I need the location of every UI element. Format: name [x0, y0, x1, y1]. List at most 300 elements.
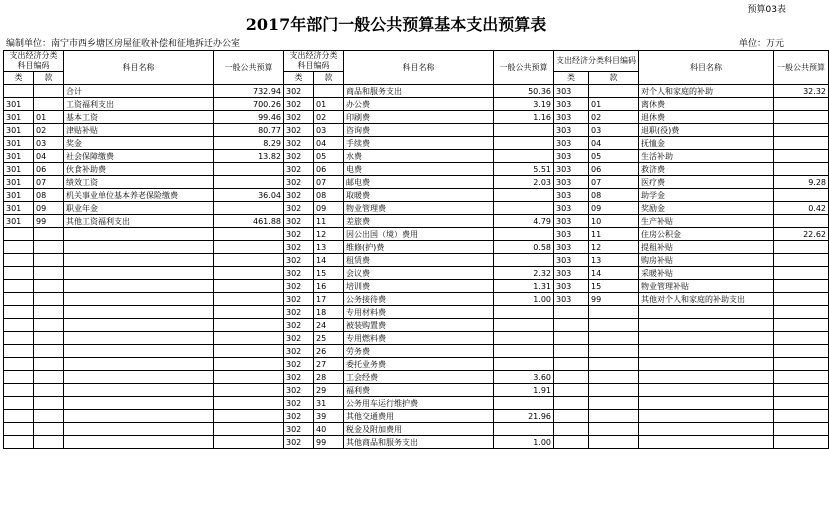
amount-2-cell: 1.91: [494, 384, 554, 397]
subject-3-cell: [639, 384, 774, 397]
kuan-1-cell: [34, 85, 64, 98]
lei-3-cell: [554, 332, 589, 345]
amount-2-cell: [494, 124, 554, 137]
lei-1-cell: [4, 241, 34, 254]
amount-3-cell: [774, 111, 829, 124]
kuan-2-cell: 12: [314, 228, 344, 241]
lei-3-cell: 303: [554, 163, 589, 176]
kuan-2-cell: 39: [314, 410, 344, 423]
table-row: [4, 293, 829, 306]
subject-3-cell: [639, 345, 774, 358]
amount-2-cell: [494, 189, 554, 202]
subject-2-cell: 劳务费: [344, 345, 494, 358]
kuan-2-cell: 13: [314, 241, 344, 254]
kuan-1-cell: [34, 241, 64, 254]
subject-2-cell: 培训费: [344, 280, 494, 293]
amount-1-cell: [214, 371, 284, 384]
amount-3-cell: [774, 280, 829, 293]
subject-2-cell: 邮电费: [344, 176, 494, 189]
amount-1-cell: [214, 267, 284, 280]
lei-1-cell: [4, 345, 34, 358]
class-code-header-1: 支出经济分类科目编码: [4, 51, 64, 72]
amount-3-cell: [774, 410, 829, 423]
subject-1-cell: [64, 436, 214, 449]
kuan-1-cell: 01: [34, 111, 64, 124]
subject-3-cell: [639, 423, 774, 436]
subject-1-cell: 工资福利支出: [64, 98, 214, 111]
amount-2-cell: 4.79: [494, 215, 554, 228]
kuan-1-cell: [34, 397, 64, 410]
amount-2-cell: [494, 358, 554, 371]
subject-3-cell: 救济费: [639, 163, 774, 176]
amount-3-cell: [774, 98, 829, 111]
lei-1-cell: 301: [4, 137, 34, 150]
lei-1-cell: [4, 228, 34, 241]
table-row: [4, 202, 829, 215]
organization-line: [6, 36, 240, 49]
amount-2-cell: [494, 345, 554, 358]
subject-3-cell: 采暖补贴: [639, 267, 774, 280]
lei-3-cell: [554, 345, 589, 358]
subject-2-cell: 被装购置费: [344, 319, 494, 332]
kuan-1-cell: [34, 306, 64, 319]
kuan-1-cell: [34, 228, 64, 241]
lei-2-cell: 302: [284, 410, 314, 423]
amount-3-cell: [774, 319, 829, 332]
lei-1-cell: [4, 319, 34, 332]
subject-3-cell: 抚恤金: [639, 137, 774, 150]
kuan-3-cell: 07: [589, 176, 639, 189]
kuan-3-cell: [589, 319, 639, 332]
amount-3-cell: [774, 241, 829, 254]
kuan-2-cell: 29: [314, 384, 344, 397]
lei-2-cell: 302: [284, 384, 314, 397]
lei-2-cell: 302: [284, 293, 314, 306]
lei-2-cell: 302: [284, 423, 314, 436]
lei-1-cell: 301: [4, 215, 34, 228]
amount-1-cell: [214, 332, 284, 345]
amount-2-cell: [494, 150, 554, 163]
kuan-1-cell: [34, 98, 64, 111]
subject-1-cell: 津贴补贴: [64, 124, 214, 137]
amount-1-cell: [214, 163, 284, 176]
amount-1-cell: 99.46: [214, 111, 284, 124]
table-row: [4, 371, 829, 384]
lei-3-cell: 303: [554, 280, 589, 293]
amount-3-cell: [774, 332, 829, 345]
subject-1-cell: 其他工资福利支出: [64, 215, 214, 228]
lei-3-cell: [554, 306, 589, 319]
lei-1-cell: [4, 423, 34, 436]
subject-2-cell: 会议费: [344, 267, 494, 280]
lei-2-cell: 302: [284, 254, 314, 267]
kuan-1-cell: [34, 423, 64, 436]
table-row: [4, 189, 829, 202]
table-row: [4, 345, 829, 358]
kuan-2-cell: 04: [314, 137, 344, 150]
kuan-1-cell: 07: [34, 176, 64, 189]
amount-2-cell: 2.32: [494, 267, 554, 280]
amount-2-cell: 3.60: [494, 371, 554, 384]
budget-header-1: 一般公共预算: [214, 51, 284, 85]
subject-1-cell: [64, 254, 214, 267]
subject-1-cell: [64, 241, 214, 254]
kuan-3-cell: 15: [589, 280, 639, 293]
kuan-header-3: 款: [589, 72, 639, 85]
lei-2-cell: 302: [284, 176, 314, 189]
subject-1-cell: [64, 280, 214, 293]
kuan-3-cell: 03: [589, 124, 639, 137]
subject-2-cell: 税金及附加费用: [344, 423, 494, 436]
subject-3-cell: 医疗费: [639, 176, 774, 189]
subject-1-cell: [64, 345, 214, 358]
amount-3-cell: [774, 124, 829, 137]
amount-1-cell: [214, 176, 284, 189]
subject-1-cell: [64, 397, 214, 410]
subject-1-cell: [64, 371, 214, 384]
subject-1-cell: [64, 306, 214, 319]
subject-3-cell: [639, 397, 774, 410]
lei-3-cell: 303: [554, 98, 589, 111]
kuan-3-cell: 13: [589, 254, 639, 267]
lei-2-cell: 302: [284, 98, 314, 111]
subject-3-cell: [639, 332, 774, 345]
subject-1-cell: [64, 423, 214, 436]
lei-2-cell: 302: [284, 332, 314, 345]
amount-3-cell: 32.32: [774, 85, 829, 98]
lei-2-cell: 302: [284, 202, 314, 215]
amount-1-cell: 461.88: [214, 215, 284, 228]
kuan-1-cell: [34, 371, 64, 384]
lei-1-cell: 301: [4, 124, 34, 137]
kuan-3-cell: [589, 306, 639, 319]
lei-3-cell: [554, 423, 589, 436]
amount-2-cell: [494, 319, 554, 332]
table-row: [4, 137, 829, 150]
kuan-3-cell: 05: [589, 150, 639, 163]
amount-1-cell: [214, 293, 284, 306]
table-row: [4, 397, 829, 410]
kuan-1-cell: [34, 319, 64, 332]
table-row: [4, 228, 829, 241]
subject-1-cell: [64, 228, 214, 241]
amount-1-cell: 36.04: [214, 189, 284, 202]
subject-2-cell: 商品和服务支出: [344, 85, 494, 98]
kuan-1-cell: [34, 267, 64, 280]
table-row: [4, 215, 829, 228]
amount-3-cell: 22.62: [774, 228, 829, 241]
lei-1-cell: [4, 410, 34, 423]
amount-1-cell: [214, 228, 284, 241]
amount-1-cell: [214, 384, 284, 397]
lei-3-cell: [554, 384, 589, 397]
subject-3-cell: 购房补贴: [639, 254, 774, 267]
subject-1-cell: [64, 410, 214, 423]
subject-3-cell: [639, 306, 774, 319]
kuan-1-cell: 02: [34, 124, 64, 137]
subject-2-cell: 咨询费: [344, 124, 494, 137]
org-name: 南宁市西乡塘区房屋征收补偿和征地拆迁办公室: [51, 39, 241, 49]
subject-3-cell: 对个人和家庭的补助: [639, 85, 774, 98]
kuan-1-cell: 04: [34, 150, 64, 163]
lei-3-cell: 303: [554, 85, 589, 98]
kuan-2-cell: 03: [314, 124, 344, 137]
amount-1-cell: [214, 397, 284, 410]
subject-1-cell: 奖金: [64, 137, 214, 150]
subject-2-cell: 印刷费: [344, 111, 494, 124]
lei-2-cell: 302: [284, 228, 314, 241]
kuan-3-cell: [589, 423, 639, 436]
kuan-1-cell: [34, 358, 64, 371]
budget-header-3: 一般公共预算: [774, 51, 829, 85]
kuan-2-cell: 24: [314, 319, 344, 332]
amount-2-cell: 50.36: [494, 85, 554, 98]
amount-3-cell: [774, 137, 829, 150]
amount-1-cell: [214, 319, 284, 332]
table-row: [4, 280, 829, 293]
subject-header-1: 科目名称: [64, 51, 214, 85]
org-label: 编制单位：: [6, 39, 52, 49]
table-row: [4, 319, 829, 332]
amount-3-cell: [774, 293, 829, 306]
table-row: [4, 163, 829, 176]
lei-2-cell: 302: [284, 189, 314, 202]
kuan-1-cell: [34, 384, 64, 397]
lei-2-cell: 302: [284, 124, 314, 137]
budget-header-2: 一般公共预算: [494, 51, 554, 85]
subject-header-3: 科目名称: [639, 51, 774, 85]
amount-2-cell: 21.96: [494, 410, 554, 423]
lei-3-cell: 303: [554, 267, 589, 280]
lei-3-cell: 303: [554, 150, 589, 163]
amount-3-cell: [774, 384, 829, 397]
kuan-2-cell: 14: [314, 254, 344, 267]
lei-3-cell: [554, 410, 589, 423]
lei-1-cell: [4, 280, 34, 293]
kuan-2-cell: 07: [314, 176, 344, 189]
kuan-2-cell: 27: [314, 358, 344, 371]
kuan-2-cell: 28: [314, 371, 344, 384]
lei-1-cell: 301: [4, 150, 34, 163]
subject-1-cell: [64, 319, 214, 332]
kuan-3-cell: [589, 358, 639, 371]
amount-3-cell: [774, 397, 829, 410]
lei-3-cell: 303: [554, 215, 589, 228]
lei-2-cell: 302: [284, 306, 314, 319]
lei-1-cell: [4, 436, 34, 449]
subject-2-cell: 专用材料费: [344, 306, 494, 319]
table-row: [4, 254, 829, 267]
kuan-2-cell: 08: [314, 189, 344, 202]
amount-2-cell: 1.00: [494, 436, 554, 449]
lei-3-cell: 303: [554, 202, 589, 215]
subject-3-cell: 助学金: [639, 189, 774, 202]
kuan-2-cell: 06: [314, 163, 344, 176]
header-row: [4, 51, 829, 72]
kuan-2-cell: 17: [314, 293, 344, 306]
kuan-1-cell: [34, 332, 64, 345]
lei-3-cell: 303: [554, 228, 589, 241]
subject-3-cell: 退休费: [639, 111, 774, 124]
lei-1-cell: 301: [4, 202, 34, 215]
subject-3-cell: [639, 410, 774, 423]
amount-1-cell: [214, 254, 284, 267]
amount-1-cell: 13.82: [214, 150, 284, 163]
lei-2-cell: 302: [284, 137, 314, 150]
amount-2-cell: [494, 228, 554, 241]
table-row: [4, 98, 829, 111]
kuan-3-cell: [589, 371, 639, 384]
kuan-2-cell: 02: [314, 111, 344, 124]
kuan-3-cell: 10: [589, 215, 639, 228]
form-code: 预算03表: [747, 5, 786, 15]
table-row: [4, 410, 829, 423]
kuan-1-cell: [34, 345, 64, 358]
lei-3-cell: [554, 319, 589, 332]
kuan-2-cell: 15: [314, 267, 344, 280]
kuan-1-cell: 03: [34, 137, 64, 150]
lei-3-cell: 303: [554, 124, 589, 137]
subject-2-cell: 电费: [344, 163, 494, 176]
lei-2-cell: 302: [284, 345, 314, 358]
lei-2-cell: 302: [284, 163, 314, 176]
kuan-3-cell: [589, 397, 639, 410]
amount-1-cell: 8.29: [214, 137, 284, 150]
amount-1-cell: [214, 436, 284, 449]
amount-3-cell: [774, 423, 829, 436]
lei-2-cell: 302: [284, 436, 314, 449]
subject-2-cell: 其他交通费用: [344, 410, 494, 423]
kuan-3-cell: 09: [589, 202, 639, 215]
amount-1-cell: [214, 410, 284, 423]
kuan-1-cell: [34, 293, 64, 306]
subject-3-cell: 住房公积金: [639, 228, 774, 241]
class-code-header-3: 支出经济分类科目编码: [554, 51, 639, 72]
amount-3-cell: 9.28: [774, 176, 829, 189]
lei-1-cell: [4, 293, 34, 306]
subject-2-cell: 工会经费: [344, 371, 494, 384]
subject-1-cell: 基本工资: [64, 111, 214, 124]
amount-2-cell: 1.31: [494, 280, 554, 293]
kuan-1-cell: [34, 410, 64, 423]
table-row: [4, 384, 829, 397]
lei-2-cell: 302: [284, 215, 314, 228]
kuan-3-cell: 06: [589, 163, 639, 176]
subject-2-cell: 公务用车运行维护费: [344, 397, 494, 410]
subject-2-cell: 差旅费: [344, 215, 494, 228]
table-row: [4, 358, 829, 371]
kuan-2-cell: 40: [314, 423, 344, 436]
subject-3-cell: 其他对个人和家庭的补助支出: [639, 293, 774, 306]
amount-3-cell: [774, 254, 829, 267]
amount-1-cell: [214, 280, 284, 293]
subject-3-cell: 退职(役)费: [639, 124, 774, 137]
amount-2-cell: 1.00: [494, 293, 554, 306]
amount-1-cell: [214, 423, 284, 436]
kuan-1-cell: [34, 254, 64, 267]
amount-2-cell: 0.58: [494, 241, 554, 254]
lei-1-cell: [4, 384, 34, 397]
table-row: [4, 111, 829, 124]
lei-2-cell: 302: [284, 267, 314, 280]
table-row: [4, 267, 829, 280]
lei-1-cell: 301: [4, 98, 34, 111]
subject-2-cell: 其他商品和服务支出: [344, 436, 494, 449]
table-row: [4, 124, 829, 137]
table-row: [4, 332, 829, 345]
subject-2-cell: 办公费: [344, 98, 494, 111]
amount-3-cell: [774, 150, 829, 163]
lei-1-cell: 301: [4, 189, 34, 202]
amount-3-cell: [774, 345, 829, 358]
amount-1-cell: 732.94: [214, 85, 284, 98]
lei-2-cell: 302: [284, 111, 314, 124]
lei-2-cell: 302: [284, 241, 314, 254]
subject-1-cell: [64, 293, 214, 306]
subject-1-cell: 机关事业单位基本养老保险缴费: [64, 189, 214, 202]
lei-header-3: 类: [554, 72, 589, 85]
subject-2-cell: 取暖费: [344, 189, 494, 202]
lei-1-cell: [4, 332, 34, 345]
lei-1-cell: [4, 358, 34, 371]
kuan-3-cell: [589, 410, 639, 423]
amount-3-cell: [774, 267, 829, 280]
subject-3-cell: 离休费: [639, 98, 774, 111]
amount-1-cell: 700.26: [214, 98, 284, 111]
amount-3-cell: [774, 163, 829, 176]
kuan-1-cell: 06: [34, 163, 64, 176]
kuan-2-cell: 31: [314, 397, 344, 410]
table-row: [4, 423, 829, 436]
lei-1-cell: [4, 254, 34, 267]
kuan-1-cell: [34, 436, 64, 449]
subject-1-cell: 合计: [64, 85, 214, 98]
lei-3-cell: [554, 397, 589, 410]
kuan-2-cell: 18: [314, 306, 344, 319]
lei-1-cell: [4, 306, 34, 319]
amount-2-cell: [494, 397, 554, 410]
kuan-2-cell: 99: [314, 436, 344, 449]
lei-2-cell: 302: [284, 85, 314, 98]
amount-2-cell: [494, 306, 554, 319]
kuan-3-cell: [589, 436, 639, 449]
lei-3-cell: [554, 371, 589, 384]
subject-2-cell: 水费: [344, 150, 494, 163]
amount-1-cell: [214, 358, 284, 371]
subject-2-cell: 专用燃料费: [344, 332, 494, 345]
kuan-3-cell: [589, 332, 639, 345]
unit-label: 单位：万元: [738, 39, 784, 49]
kuan-2-cell: 05: [314, 150, 344, 163]
lei-2-cell: 302: [284, 371, 314, 384]
lei-1-cell: 301: [4, 176, 34, 189]
lei-3-cell: 303: [554, 111, 589, 124]
subject-2-cell: 维修(护)费: [344, 241, 494, 254]
kuan-1-cell: [34, 280, 64, 293]
lei-3-cell: 303: [554, 176, 589, 189]
amount-3-cell: 0.42: [774, 202, 829, 215]
amount-3-cell: [774, 358, 829, 371]
lei-3-cell: 303: [554, 254, 589, 267]
lei-1-cell: 301: [4, 163, 34, 176]
lei-3-cell: 303: [554, 241, 589, 254]
lei-3-cell: 303: [554, 293, 589, 306]
amount-3-cell: [774, 306, 829, 319]
kuan-3-cell: 99: [589, 293, 639, 306]
amount-3-cell: [774, 189, 829, 202]
kuan-3-cell: 12: [589, 241, 639, 254]
kuan-3-cell: [589, 85, 639, 98]
